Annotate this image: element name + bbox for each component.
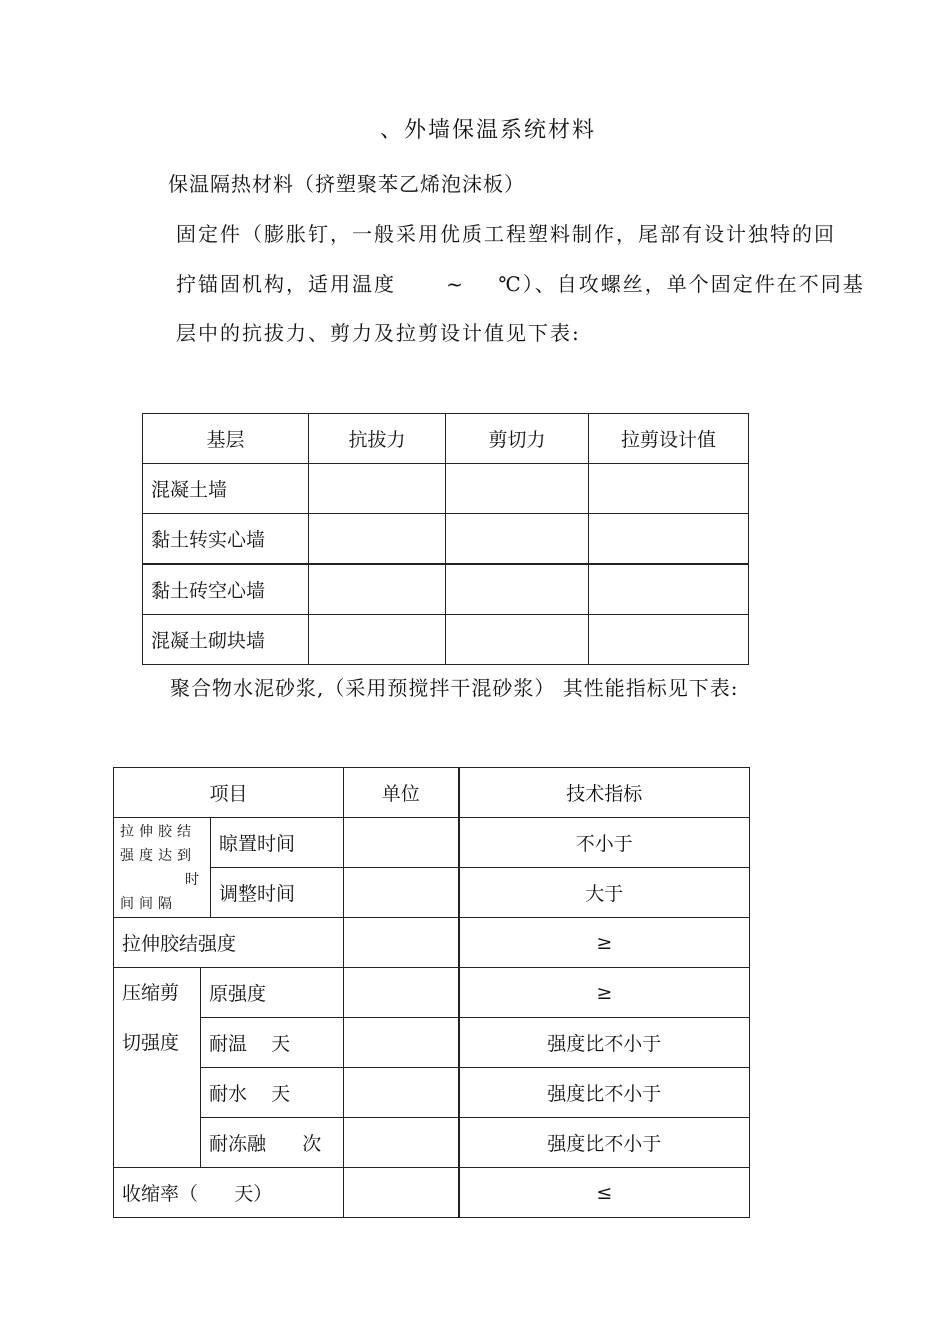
header-cell-item: 项目 (114, 768, 344, 818)
table-row (143, 564, 749, 615)
row-label: 混凝土墙 (143, 464, 309, 514)
item-cell: 拉伸胶结强度 (114, 918, 344, 968)
table-row (114, 818, 750, 868)
row-label: 混凝土砌块墙 (143, 615, 309, 665)
table-row (114, 1168, 750, 1218)
table-row (114, 1068, 750, 1118)
table-cell (589, 464, 749, 514)
row-label: 黏土转实心墙 (143, 514, 309, 565)
paragraph-fastener-line-1: 固定件（膨胀钉，一般采用优质工程塑料制作，尾部有设计独特的回 (176, 222, 836, 246)
table-header-row (114, 768, 750, 818)
item-cell: 收缩率（ 天） (114, 1168, 344, 1218)
table-header-row (143, 414, 749, 464)
group-label-line: 时 (185, 871, 204, 888)
header-cell-base-layer: 基层 (143, 414, 309, 464)
paragraph-mortar: 聚合物水泥砂浆,（采用预搅拌干混砂浆） 其性能指标见下表: (170, 676, 739, 700)
group-label-bond-interval (114, 818, 211, 918)
table-row (114, 968, 750, 1018)
table-row (143, 464, 749, 514)
spec-cell: 不小于 (459, 818, 750, 868)
unit-cell (344, 1018, 459, 1068)
table-cell (589, 564, 749, 615)
mortar-performance-table (113, 767, 750, 1218)
item-cell: 原强度 (201, 968, 344, 1018)
table-row (114, 1018, 750, 1068)
unit-cell (344, 868, 459, 918)
group-label-line: 压缩剪 (122, 982, 180, 1004)
table-cell (446, 564, 589, 615)
table-row (143, 514, 749, 565)
table-row (143, 615, 749, 665)
group-label-line: 间间隔 (120, 895, 177, 912)
paragraph-fastener-line-3: 层中的抗拔力、剪力及拉剪设计值见下表: (176, 321, 581, 345)
table-cell (589, 514, 749, 565)
spec-cell: 强度比不小于 (459, 1068, 750, 1118)
table-cell (309, 514, 446, 565)
spec-cell: 强度比不小于 (459, 1018, 750, 1068)
group-label-line: 切强度 (122, 1032, 180, 1054)
spec-cell: 强度比不小于 (459, 1118, 750, 1168)
header-cell-shear: 剪切力 (446, 414, 589, 464)
table-cell (589, 615, 749, 665)
header-cell-pullout: 抗拔力 (309, 414, 446, 464)
table-row (114, 918, 750, 968)
paragraph-fastener-line-2: 拧锚固机构，适用温度 ~ ℃）、自攻螺丝，单个固定件在不同基 (176, 272, 865, 296)
table-cell (446, 514, 589, 565)
table-cell (446, 615, 589, 665)
header-cell-spec: 技术指标 (459, 768, 750, 818)
item-cell: 耐冻融 次 (201, 1118, 344, 1168)
unit-cell (344, 818, 459, 868)
unit-cell (344, 968, 459, 1018)
spec-cell: ≥ (459, 918, 750, 968)
table-cell (446, 464, 589, 514)
item-cell: 耐温 天 (201, 1018, 344, 1068)
spec-cell: ≤ (459, 1168, 750, 1218)
unit-cell (344, 1068, 459, 1118)
table-cell (309, 615, 446, 665)
unit-cell (344, 1118, 459, 1168)
spec-cell: ≥ (459, 968, 750, 1018)
header-cell-design-value: 拉剪设计值 (589, 414, 749, 464)
unit-cell (344, 918, 459, 968)
table-cell (309, 564, 446, 615)
fastener-design-table (142, 413, 749, 665)
row-label: 黏土砖空心墙 (143, 564, 309, 615)
table-cell (309, 464, 446, 514)
item-cell: 调整时间 (211, 868, 344, 918)
spec-cell: 大于 (459, 868, 750, 918)
group-label-line: 拉伸胶结强度达到 (120, 823, 196, 864)
group-label-compressive-shear (114, 968, 201, 1168)
header-cell-unit: 单位 (344, 768, 459, 818)
unit-cell (344, 1168, 459, 1218)
section-title: 、外墙保温系统材料 (380, 118, 597, 143)
item-cell: 晾置时间 (211, 818, 344, 868)
table-row (114, 1118, 750, 1168)
item-cell: 耐水 天 (201, 1068, 344, 1118)
paragraph-insulation-material: 保温隔热材料（挤塑聚苯乙烯泡沫板） (168, 172, 525, 196)
